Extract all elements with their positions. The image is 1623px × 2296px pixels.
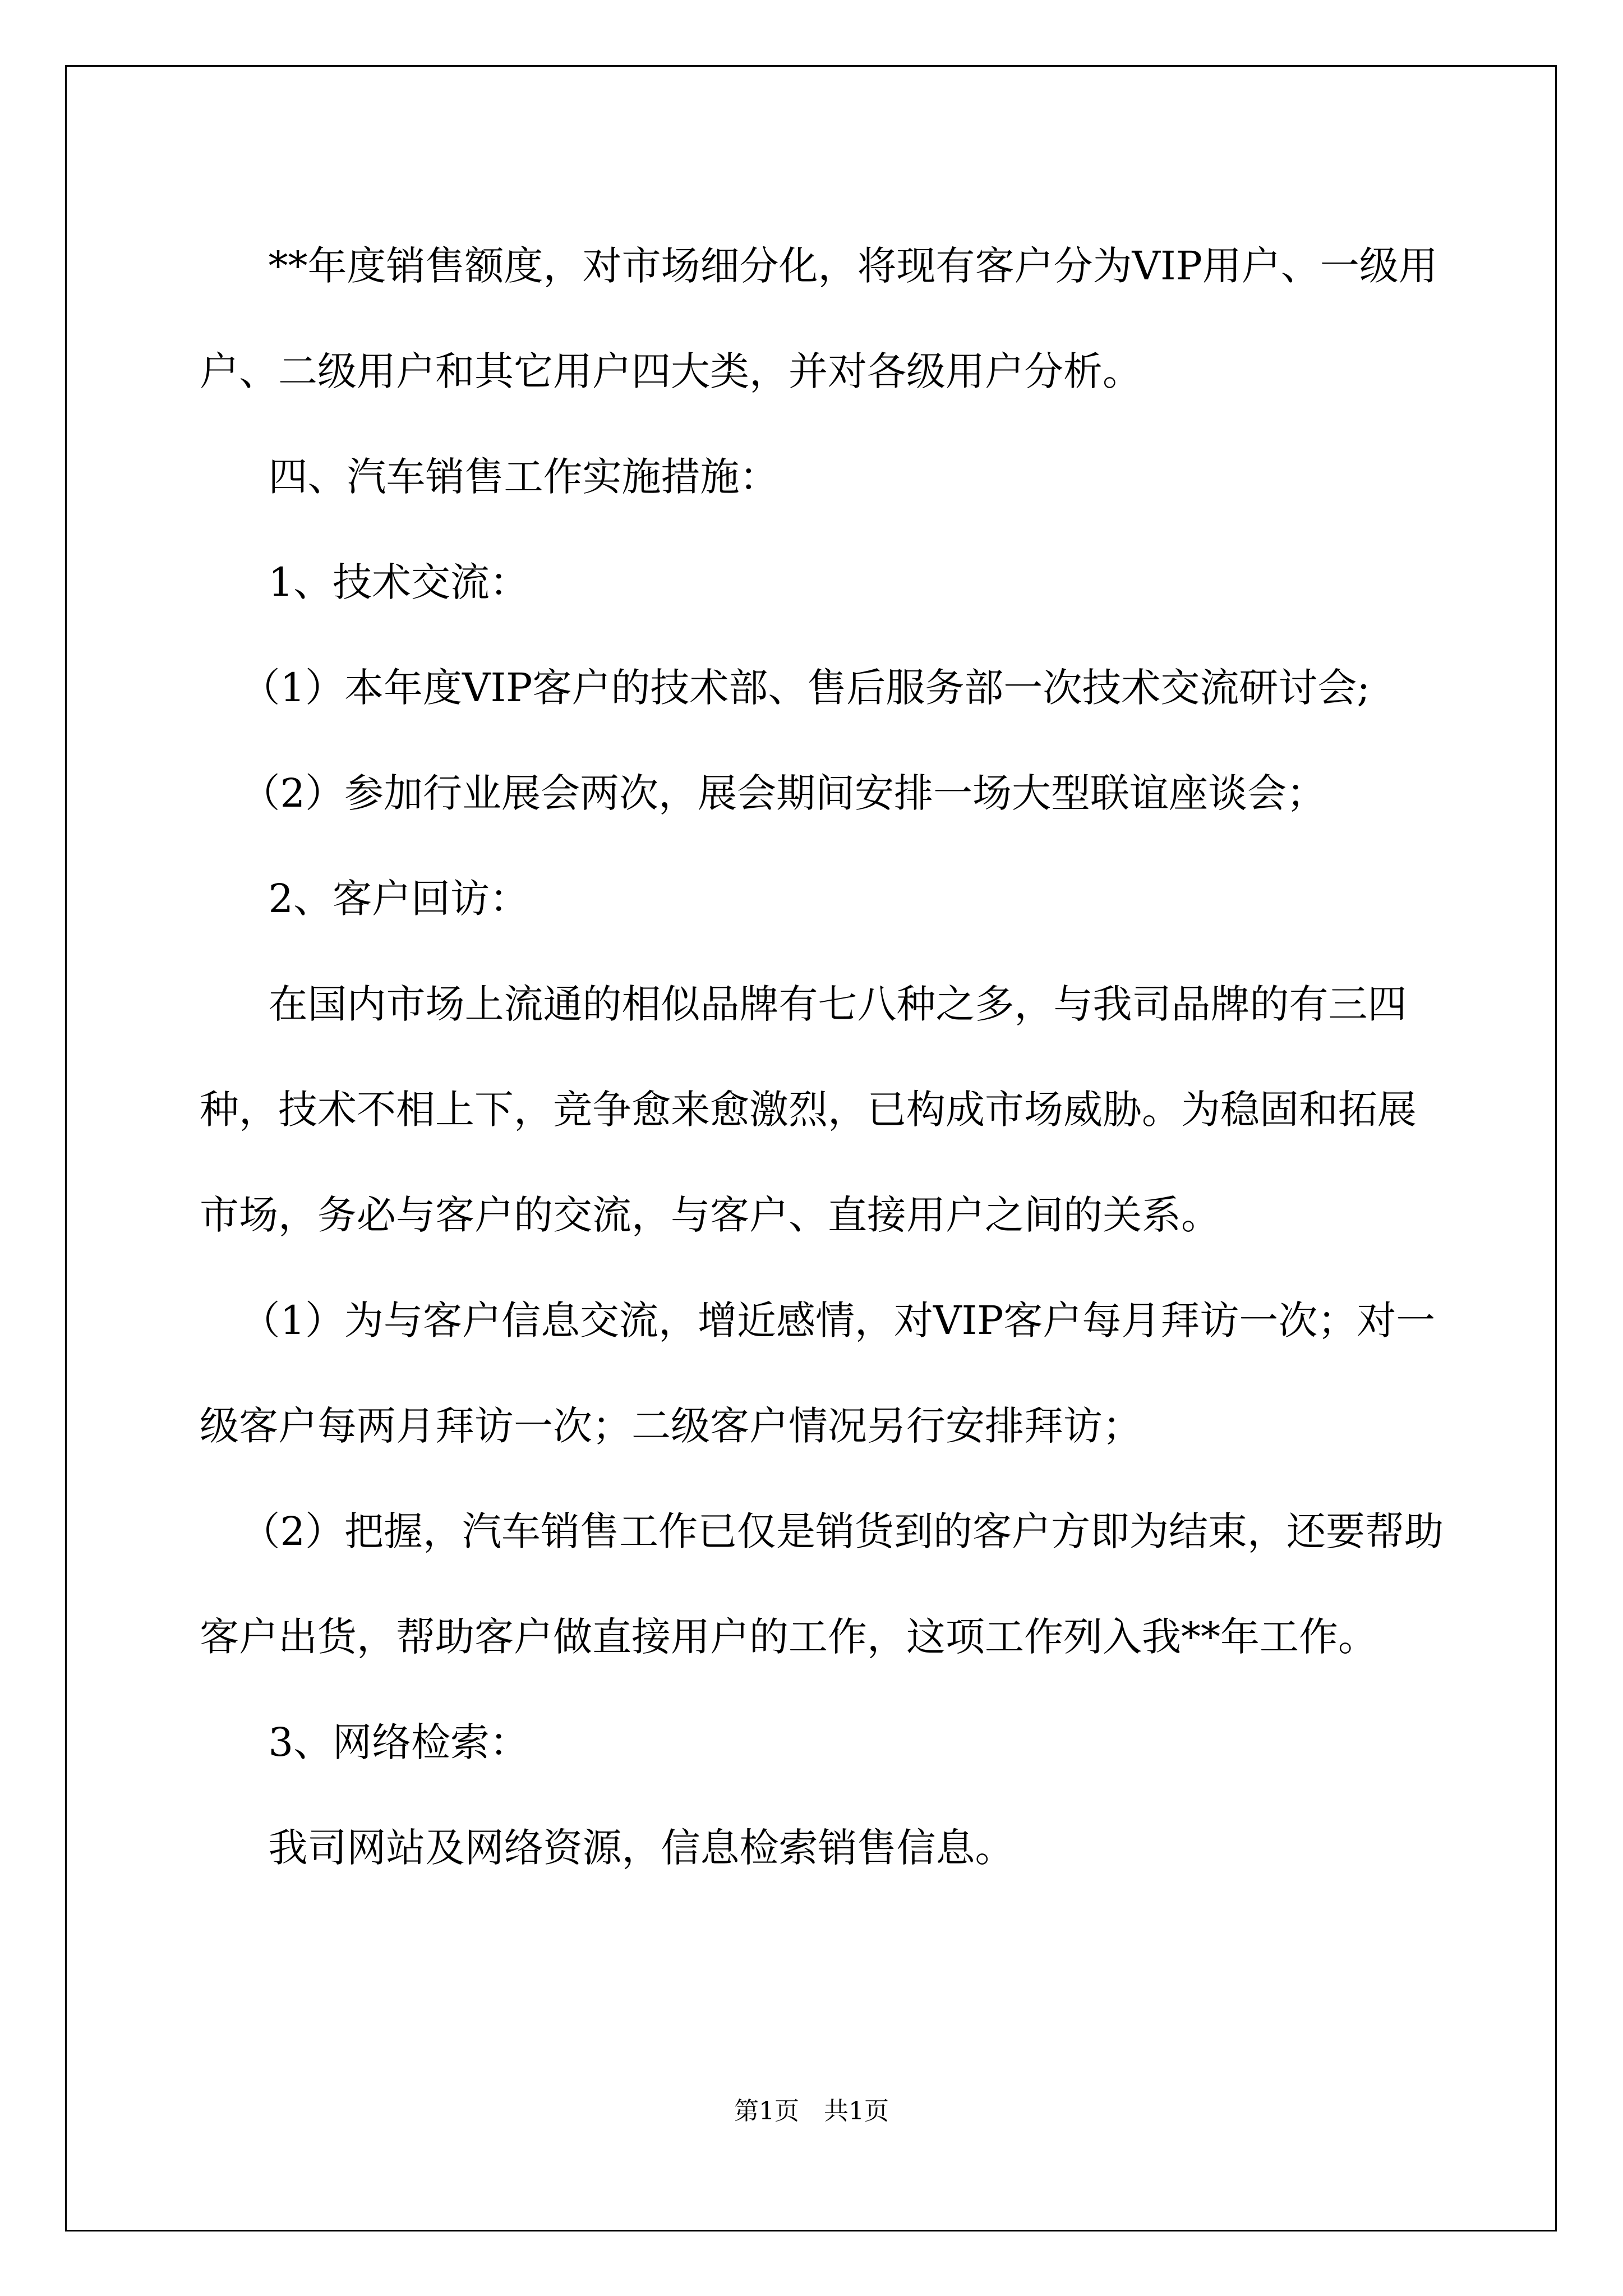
heading-network-search: 3、网络检索： [268,1719,529,1765]
page-number: 第1页 共1页 [734,2097,889,2125]
item-vip-technical-seminar: （1）本年度VIP客户的技术部、售后服务部一次技术交流研讨会; [241,665,1370,711]
paragraph-market-competition: 在国内市场上流通的相似品牌有七八种之多，与我司品牌的有三四种，技术不相上下，竞争愈来愈激烈，已构成市场威胁。为稳固和拓展市场，务必与客户的交流，与客户、直接用户之间的关系。 [200,981,1417,1238]
item-help-customers: （2）把握，汽车销售工作已仅是销货到的客户方即为结束，还要帮助客户出货，帮助客户做直接用户的工作，这项工作列入我**年工作。 [200,1508,1444,1660]
heading-technical-exchange: 1、技术交流： [268,559,529,605]
item-industry-exhibitions: （2）参加行业展会两次，展会期间安排一场大型联谊座谈会； [241,770,1326,816]
item-visit-schedule: （1）为与客户信息交流，增近感情，对VIP客户每月拜访一次；对一级客户每两月拜访一次；二级客户情况另行安排拜访； [200,1297,1436,1449]
paragraph-website-resources: 我司网站及网络资源，信息检索销售信息。 [268,1825,1015,1871]
heading-customer-revisit: 2、客户回访： [268,876,529,922]
heading-implementation-measures: 四、汽车销售工作实施措施： [268,454,779,500]
paragraph-sales-segmentation: **年度销售额度，对市场细分化，将现有客户分为VIP用户、一级用户、二级用户和其它用户四大类，并对各级用户分析。 [200,243,1438,394]
document-body [200,213,1450,1901]
